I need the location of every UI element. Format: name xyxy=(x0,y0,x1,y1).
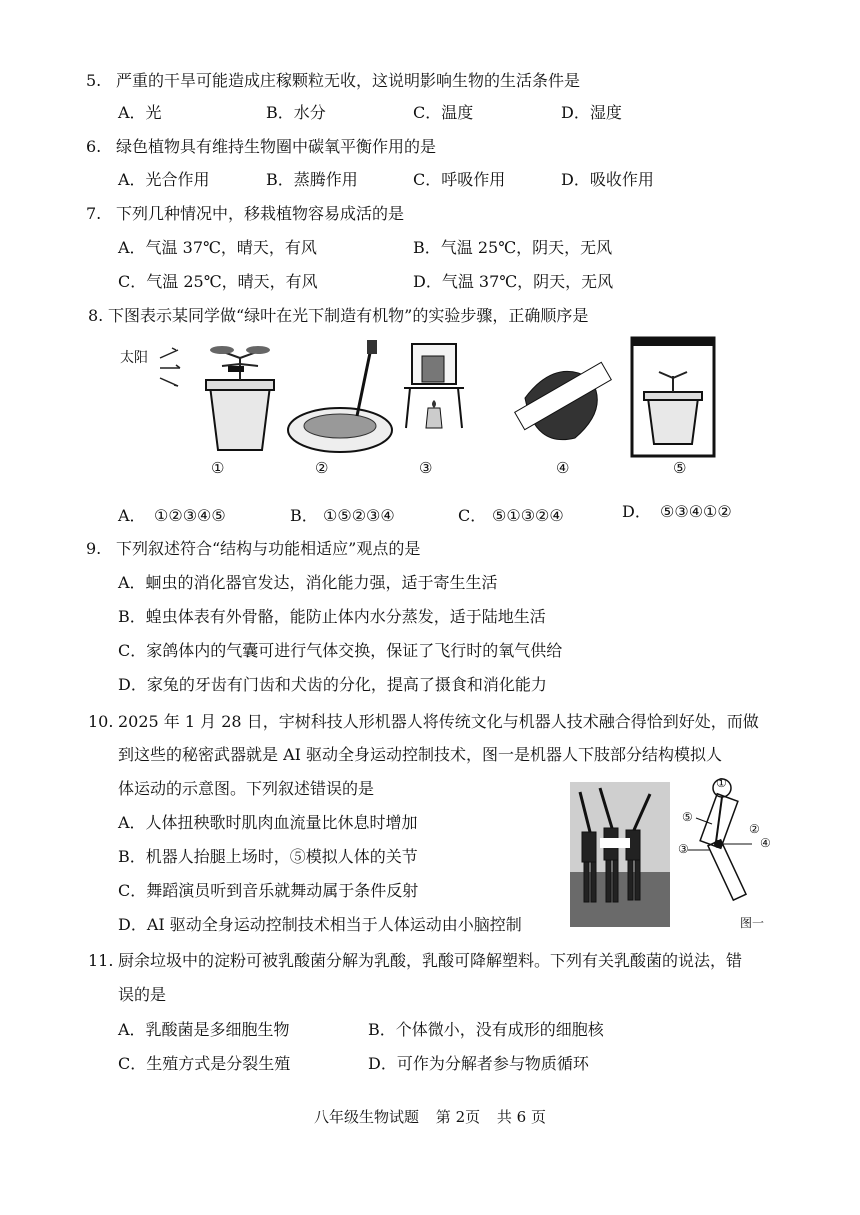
figure-label-5: ⑤ xyxy=(673,459,687,477)
option-a: A．气温 37℃，晴天，有风 xyxy=(118,238,317,257)
petri-dish-with-leaf xyxy=(288,340,392,452)
option-b: B．个体微小，没有成形的细胞核 xyxy=(368,1020,604,1039)
diagram-label-4: ④ xyxy=(760,836,771,850)
water-bath-apparatus xyxy=(404,344,464,428)
option-c: C．温度 xyxy=(413,103,474,122)
option-b: B．蝗虫体表有外骨骼，能防止体内水分蒸发，适于陆地生活 xyxy=(118,607,546,626)
option-c: C．呼吸作用 xyxy=(413,170,506,189)
diagram-label-3: ③ xyxy=(678,842,689,856)
question-number: 6. xyxy=(86,137,102,156)
option-b: B．蒸腾作用 xyxy=(266,170,358,189)
question-number: 9. xyxy=(86,539,102,558)
question-11 xyxy=(88,950,742,972)
question-7 xyxy=(86,203,404,225)
question-10 xyxy=(88,711,759,733)
option-a: A．光合作用 xyxy=(118,170,210,189)
option-b-letter: B． xyxy=(290,506,318,525)
question-number: 11. xyxy=(88,951,114,970)
potted-plant-dark xyxy=(206,346,274,450)
question-text-line-1: 2025 年 1 月 28 日，宇树科技人形机器人将传统文化与机器人技术融合得恰到好处，而做 xyxy=(118,712,759,731)
diagram-label-1: ① xyxy=(716,776,727,790)
footer-title: 八年级生物试题 xyxy=(314,1108,420,1126)
page-footer xyxy=(0,1106,860,1127)
diagram-label-5: ⑤ xyxy=(682,810,693,824)
sun-label: 太阳 xyxy=(120,350,148,366)
option-b: B．气温 25℃，阴天，无风 xyxy=(413,238,613,257)
question-text: 下列叙述符合“结构与功能相适应”观点的是 xyxy=(116,539,421,558)
option-c: C．生殖方式是分裂生殖 xyxy=(118,1054,291,1073)
option-b: B．机器人抬腿上场时，⑤模拟人体的关节 xyxy=(118,847,418,866)
leaf-with-strip xyxy=(515,362,612,439)
option-d: D．湿度 xyxy=(561,103,622,122)
option-a: A．人体扭秧歌时肌肉血流量比休息时增加 xyxy=(118,813,418,832)
option-a: A．蛔虫的消化器官发达，消化能力强，适于寄生生活 xyxy=(118,573,498,592)
question-number: 5. xyxy=(86,71,102,90)
option-a-letter: A． xyxy=(118,506,146,525)
question-text: 严重的干旱可能造成庄稼颗粒无收，这说明影响生物的生活条件是 xyxy=(116,71,581,90)
option-d: D．气温 37℃，阴天，无风 xyxy=(413,272,614,291)
option-a: A．乳酸菌是多细胞生物 xyxy=(118,1020,290,1039)
figure-label-4: ④ xyxy=(556,459,570,477)
option-d-sequence: ⑤③④①② xyxy=(660,502,732,521)
dancing-robots-photo xyxy=(570,782,670,932)
option-b: B．水分 xyxy=(266,103,326,122)
figure-label-2: ② xyxy=(315,459,329,477)
option-d-letter: D． xyxy=(622,502,651,521)
sun-rays xyxy=(160,348,180,386)
question-text-line-2: 到这些的秘密武器就是 AI 驱动全身运动控制技术，图一是机器人下肢部分结构模拟人 xyxy=(118,745,723,764)
question-text: 绿色植物具有维持生物圈中碳氧平衡作用的是 xyxy=(116,137,437,156)
question-text: 下图表示某同学做“绿叶在光下制造有机物”的实验步骤，正确顺序是 xyxy=(108,306,589,325)
footer-page-number: 第 2页 xyxy=(435,1108,481,1126)
option-a-sequence: ①②③④⑤ xyxy=(154,506,226,525)
figure-caption: 图一 xyxy=(740,916,765,930)
footer-total-pages: 共 6 页 xyxy=(496,1108,546,1126)
question-text: 下列几种情况中，移栽植物容易成活的是 xyxy=(116,204,405,223)
figure-label-3: ③ xyxy=(419,459,433,477)
question-6 xyxy=(86,136,436,158)
question-9 xyxy=(86,538,420,560)
question-8 xyxy=(88,305,588,327)
plant-in-dark-box xyxy=(632,338,714,456)
question-text-line-2: 误的是 xyxy=(118,985,167,1004)
option-c: C．舞蹈演员听到音乐就舞动属于条件反射 xyxy=(118,881,419,900)
option-c-letter: C． xyxy=(458,506,487,525)
experiment-figure xyxy=(140,338,760,478)
option-d: D．家兔的牙齿有门齿和犬齿的分化，提高了摄食和消化能力 xyxy=(118,675,547,694)
option-c: C．气温 25℃，晴天，有风 xyxy=(118,272,318,291)
option-d: D．AI 驱动全身运动控制技术相当于人体运动由小脑控制 xyxy=(118,915,522,934)
question-number: 7. xyxy=(86,204,102,223)
option-d: D．可作为分解者参与物质循环 xyxy=(368,1054,589,1073)
option-a: A．光 xyxy=(118,103,162,122)
option-c: C．家鸽体内的气囊可进行气体交换，保证了飞行时的氧气供给 xyxy=(118,641,563,660)
option-b-sequence: ①⑤②③④ xyxy=(323,506,395,525)
option-d: D．吸收作用 xyxy=(561,170,654,189)
question-text-line-3: 体运动的示意图。下列叙述错误的是 xyxy=(118,779,375,798)
question-text-line-1: 厨余垃圾中的淀粉可被乳酸菌分解为乳酸，乳酸可降解塑料。下列有关乳酸菌的说法，错 xyxy=(118,951,743,970)
robot-leg-diagram xyxy=(678,776,788,932)
question-number: 10. xyxy=(88,712,114,731)
figure-label-1: ① xyxy=(211,459,225,477)
diagram-label-2: ② xyxy=(749,822,760,836)
option-c-sequence: ⑤①③②④ xyxy=(492,506,564,525)
question-5 xyxy=(86,70,580,92)
question-number: 8. xyxy=(88,306,104,325)
